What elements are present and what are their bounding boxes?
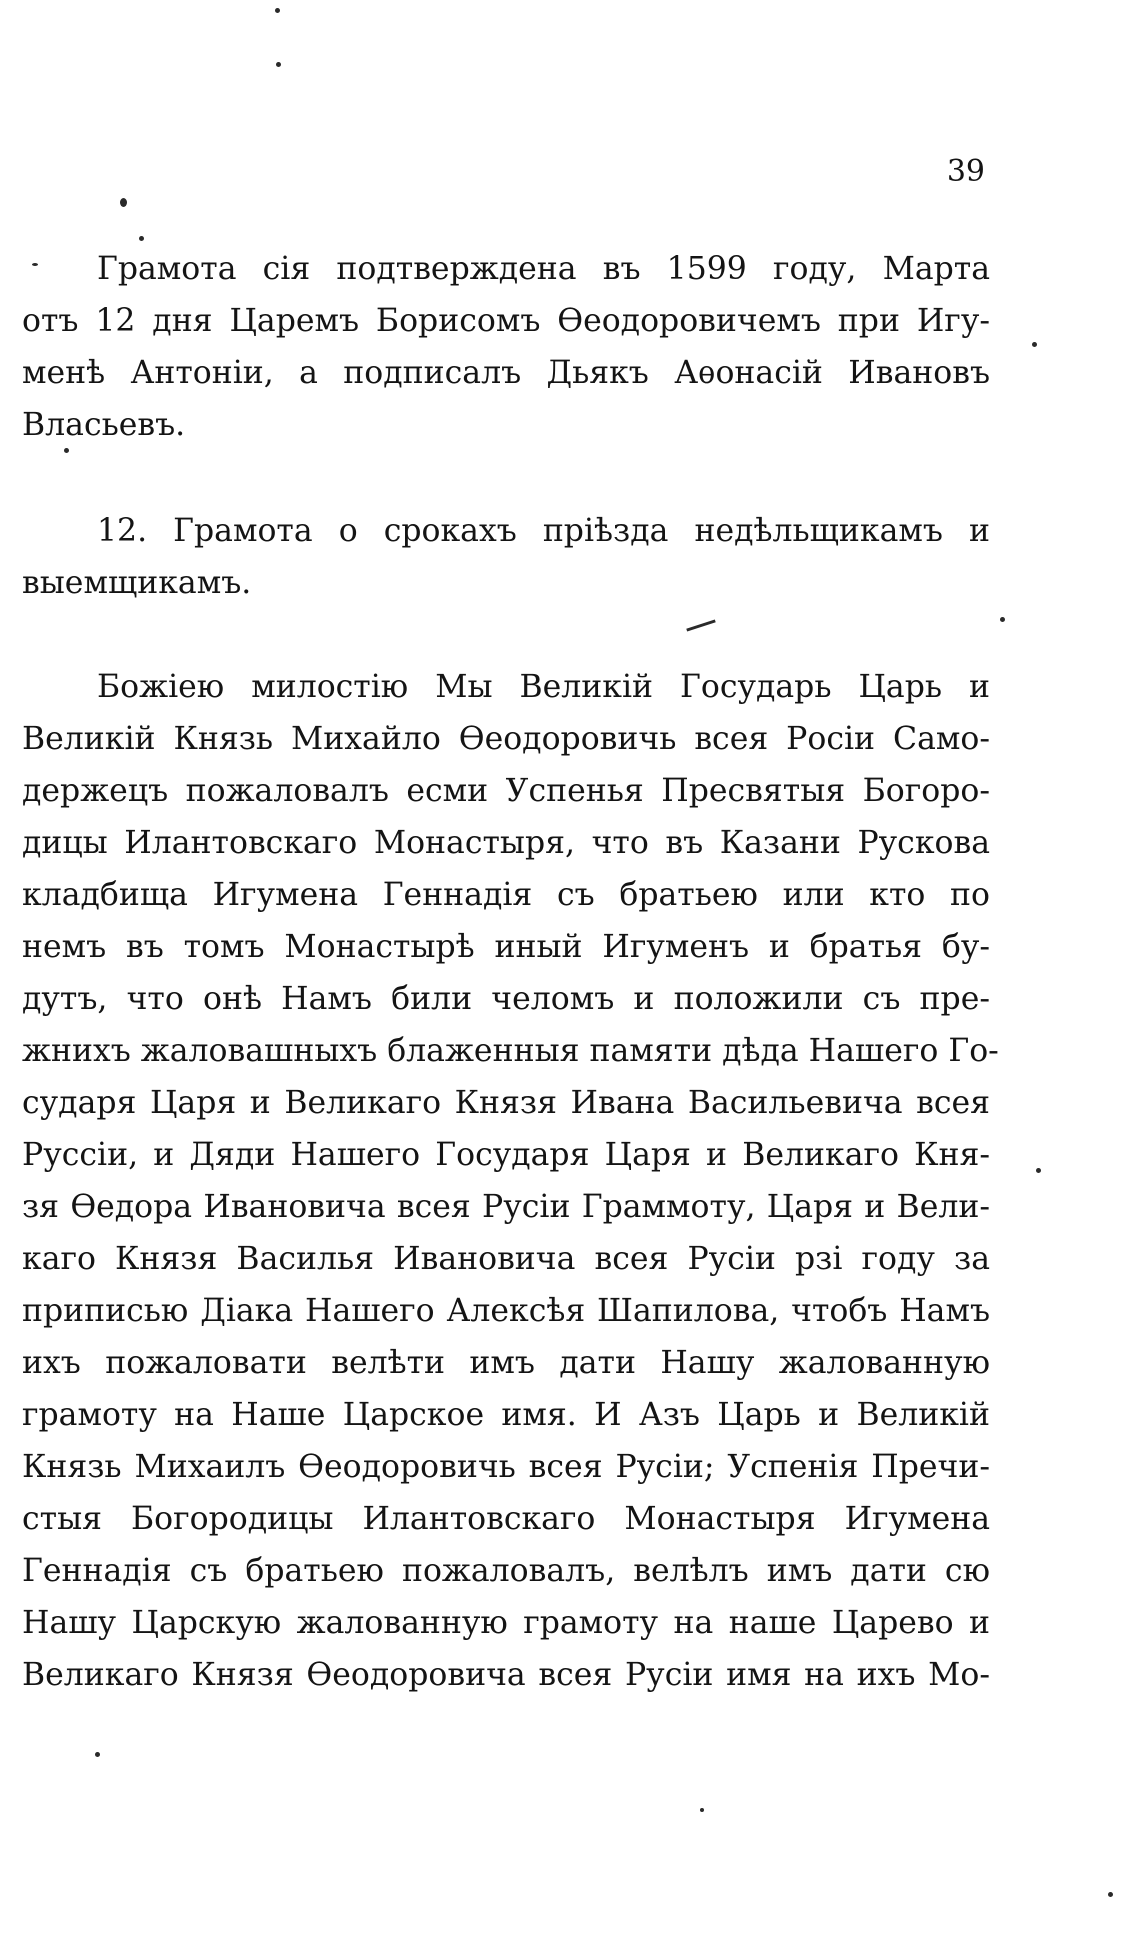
text-line: отъ 12 дня Царемъ Борисомъ Ѳеодоровичемъ при Игу- [22,303,990,339]
text-line: каго Князя Василья Ивановича всея Русіи рзі году за [22,1241,990,1277]
text-line: жнихъ жаловашныхъ блаженныя памяти дѣда Нашего Го- [22,1033,999,1069]
heading-line: выемщикамъ. [22,565,252,601]
ink-speck [139,236,144,241]
text-line: сударя Царя и Великаго Князя Ивана Васильевича всея [22,1085,990,1121]
paragraph-confirmation-note [22,243,990,451]
ink-speck [64,448,69,453]
text-line: Князь Михаилъ Ѳеодоровичь всея Русіи; Успенія Пречи- [22,1449,990,1485]
text-line: дутъ, что онѣ Намъ били челомъ и положили съ пре- [22,981,990,1017]
ink-speck [32,263,38,266]
text-line: ихъ пожаловати велѣти имъ дати Нашу жалованную [22,1345,990,1381]
page-number: 39 [946,154,985,189]
text-line: Власьевъ. [22,407,186,443]
ink-speck [700,1808,704,1812]
text-line: Геннадія съ братьею пожаловалъ, велѣлъ имъ дати сю [22,1553,990,1589]
ink-speck [275,8,280,13]
paragraph-charter-text [22,661,999,1701]
heading-line: 12. Грамота о срокахъ пріѣзда недѣльщикамъ и [97,513,990,549]
ink-speck [276,62,281,67]
text-line: кладбища Игумена Геннадія съ братьею или кто по [22,877,990,913]
ink-speck [1108,1892,1113,1897]
text-line: менѣ Антоніи, а подписалъ Дьякъ Аѳонасій Ивановъ [22,355,990,391]
text-line: дицы Илантовскаго Монастыря, что въ Казани Рускова [22,825,990,861]
text-line: Нашу Царскую жалованную грамоту на наше Царево и [22,1605,990,1641]
text-line: Великаго Князя Ѳеодоровича всея Русіи имя на ихъ Мо- [22,1657,990,1693]
text-line: приписью Діака Нашего Алексѣя Шапилова, чтобъ Намъ [22,1293,990,1329]
ink-speck [1000,617,1005,622]
ink-speck [120,198,127,207]
ink-stroke-mark [686,619,715,631]
ink-speck [95,1752,100,1757]
ink-speck [1032,342,1037,347]
text-line: немъ въ томъ Монастырѣ иный Игуменъ и братья бу- [22,929,990,965]
text-line: держецъ пожаловалъ есми Успенья Пресвятыя Богоро- [22,773,990,809]
section-heading-12 [22,505,990,609]
text-line: Великій Князь Михайло Ѳеодоровичь всея Росіи Само- [22,721,990,757]
text-line: грамоту на Наше Царское имя. И Азъ Царь и Великій [22,1397,990,1433]
text-line: Руссіи, и Дяди Нашего Государя Царя и Великаго Кня- [22,1137,990,1173]
ink-speck [1036,1168,1041,1173]
text-line: Грамота сія подтверждена въ 1599 году, Марта [97,251,990,287]
text-line: Божіею милостію Мы Великій Государь Царь и [97,669,990,705]
text-line: зя Ѳедора Ивановича всея Русіи Граммоту, Царя и Вели- [22,1189,990,1225]
text-line: стыя Богородицы Илантовскаго Монастыря Игумена [22,1501,990,1537]
